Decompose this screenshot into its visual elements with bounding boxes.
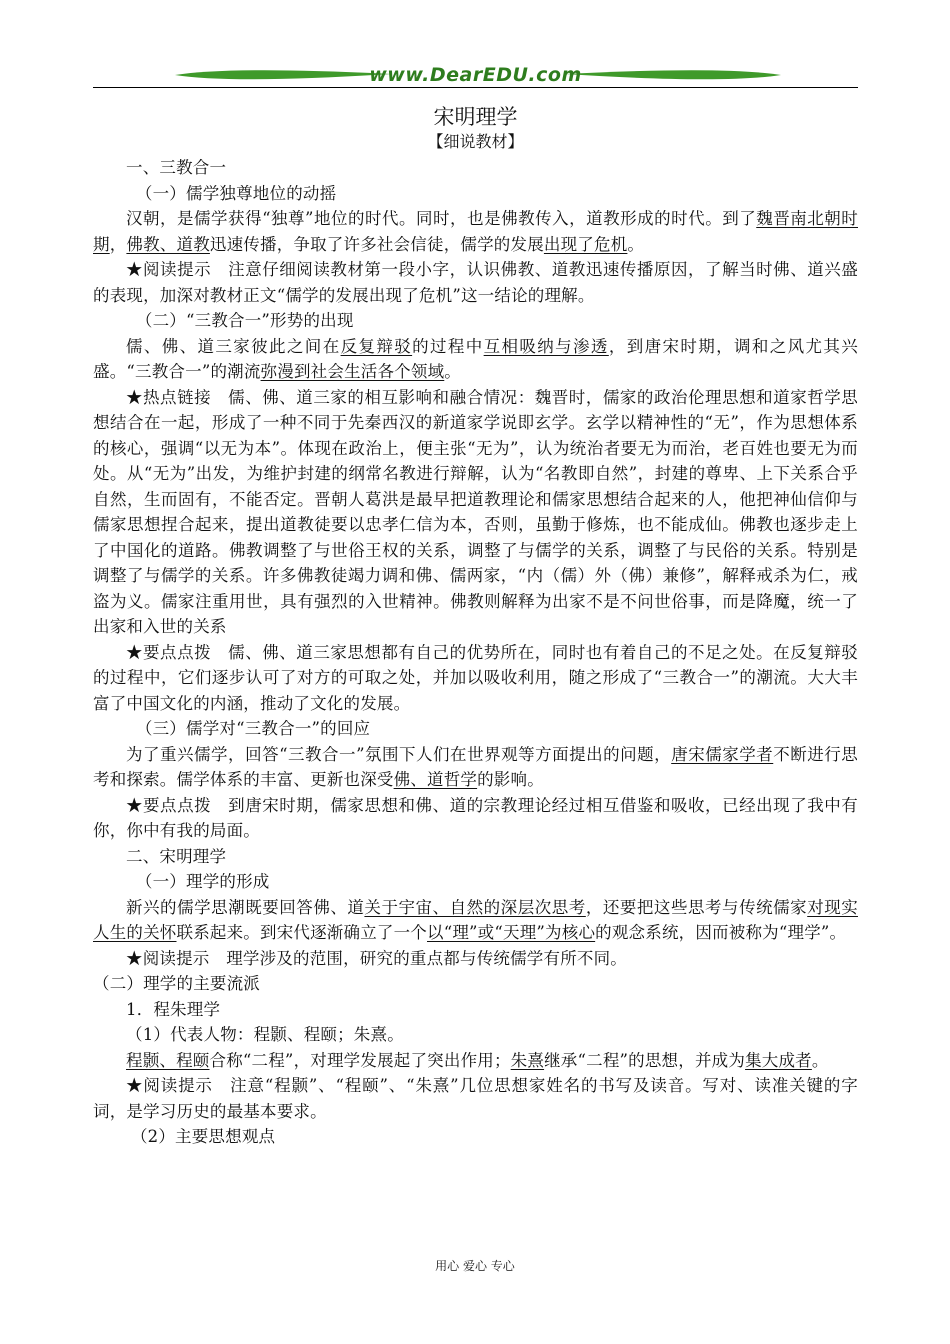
section-heading-2: 二、宋明理学 <box>126 846 227 866</box>
page-title: 宋明理学 <box>433 105 518 129</box>
hot-topic-link: ★热点链接 儒、佛、道三家的相互影响和融合情况：魏晋时，儒家的政治伦理思想和道家哲学思想结合在一起，形成了一种不同于先秦西汉的新道家学说即玄学。玄学以精神性的“无”，作为思想体系的核心，强调“以无为本”。体现在政治上，便主张“无为”，认为统治者要无为而治，老百姓也要无为而处。从“无为”出发，为维护封建的纲常名教进行辩解，认为“名教即自然”，封建的尊卑、上下关系合乎自然，生而固有，不能否定。晋朝人葛洪是最早把道教理论和儒家思想结合起来的人，他把神仙信仰与儒家思想捏合起来，提出道教徒要以忠孝仁信为本，否则，虽勤于修炼，也不能成仙。佛教也逐步走上了中国化的道路。佛教调整了与世俗王权的关系，调整了与儒学的关系，调整了与民俗的关系。特别是调整了与儒学的关系。许多佛教徒竭力调和佛、儒两家，“内（儒）外（佛）兼修”，解释戒杀为仁，戒盗为义。儒家注重用世，具有强烈的入世精神。佛教则解释为出家不是不问世俗事，而是降魔，统一了出家和入世的关系 <box>93 387 858 636</box>
subsection-heading: （二）“三教合一”形势的出现 <box>135 311 354 330</box>
list-item: （2）主要思想观点 <box>130 1127 276 1146</box>
page-subtitle: 【细说教材】 <box>427 132 524 151</box>
reading-tip: ★阅读提示 注意仔细阅读教材第一段小字，认识佛教、道教迅速传播原因，了解当时佛、道兴盛的表现，加深对教材正文“儒学的发展出现了危机”这一结论的理解。 <box>93 260 858 305</box>
subsection-heading: （一）儒学独尊地位的动摇 <box>135 183 337 203</box>
reading-tip: ★阅读提示 注意“程颢”、“程颐”、“朱熹”几位思想家姓名的书写及读音。写对、读准关键的字词，是学习历史的最基本要求。 <box>93 1076 858 1121</box>
site-logo[interactable]: www.DearEDU.com <box>369 64 582 86</box>
paragraph: 新兴的儒学思潮既要回答佛、道关于宇宙、自然的深层次思考，还要把这些思考与传统儒家对现实人生的关怀联系起来。到宋代逐渐确立了一个以“理”或“天理”为核心的观念系统，因而被称为“理学”。 <box>93 897 858 942</box>
subsection-heading: （一）理学的形成 <box>135 872 270 891</box>
document-page <box>93 62 858 1150</box>
site-header <box>93 62 858 92</box>
subsection-heading: （二）理学的主要流派 <box>93 974 260 993</box>
reading-tip: ★阅读提示 理学涉及的范围，研究的重点都与传统儒学有所不同。 <box>126 948 627 968</box>
section-heading-1: 一、三教合一 <box>126 158 227 177</box>
subsection-heading: （三）儒学对“三教合一”的回应 <box>135 719 371 738</box>
numbered-heading: 1．程朱理学 <box>126 999 221 1019</box>
paragraph: 程颢、程颐合称“二程”，对理学发展起了突出作用；朱熹继承“二程”的思想，并成为集大成者。 <box>126 1050 829 1070</box>
key-point: ★要点点拨 儒、佛、道三家思想都有自己的优势所在，同时也有着自己的不足之处。在反复辩驳的过程中，它们逐步认可了对方的可取之处，并加以吸收利用，随之形成了“三教合一”的潮流。大大丰富了中国文化的内涵，推动了文化的发展。 <box>93 642 858 713</box>
paragraph: 儒、佛、道三家彼此之间在反复辩驳的过程中互相吸纳与渗透，到唐宋时期，调和之风尤其兴盛。“三教合一”的潮流弥漫到社会生活各个领域。 <box>93 336 858 381</box>
header-rule <box>93 87 858 88</box>
list-item: （1）代表人物：程颢、程颐；朱熹。 <box>126 1025 404 1044</box>
paragraph: 汉朝，是儒学获得“独尊”地位的时代。同时，也是佛教传入，道教形成的时代。到了魏晋南北朝时期，佛教、道教迅速传播，争取了许多社会信徒，儒学的发展出现了危机。 <box>93 209 858 254</box>
paragraph: 为了重兴儒学，回答“三教合一”氛围下人们在世界观等方面提出的问题，唐宋儒家学者不断进行思考和探索。儒学体系的丰富、更新也深受佛、道哲学的影响。 <box>93 744 858 789</box>
page-footer: 用心 爱心 专心 <box>435 1259 515 1273</box>
key-point: ★要点点拨 到唐宋时期，儒家思想和佛、道的宗教理论经过相互借鉴和吸收，已经出现了我中有你，你中有我的局面。 <box>93 795 858 840</box>
